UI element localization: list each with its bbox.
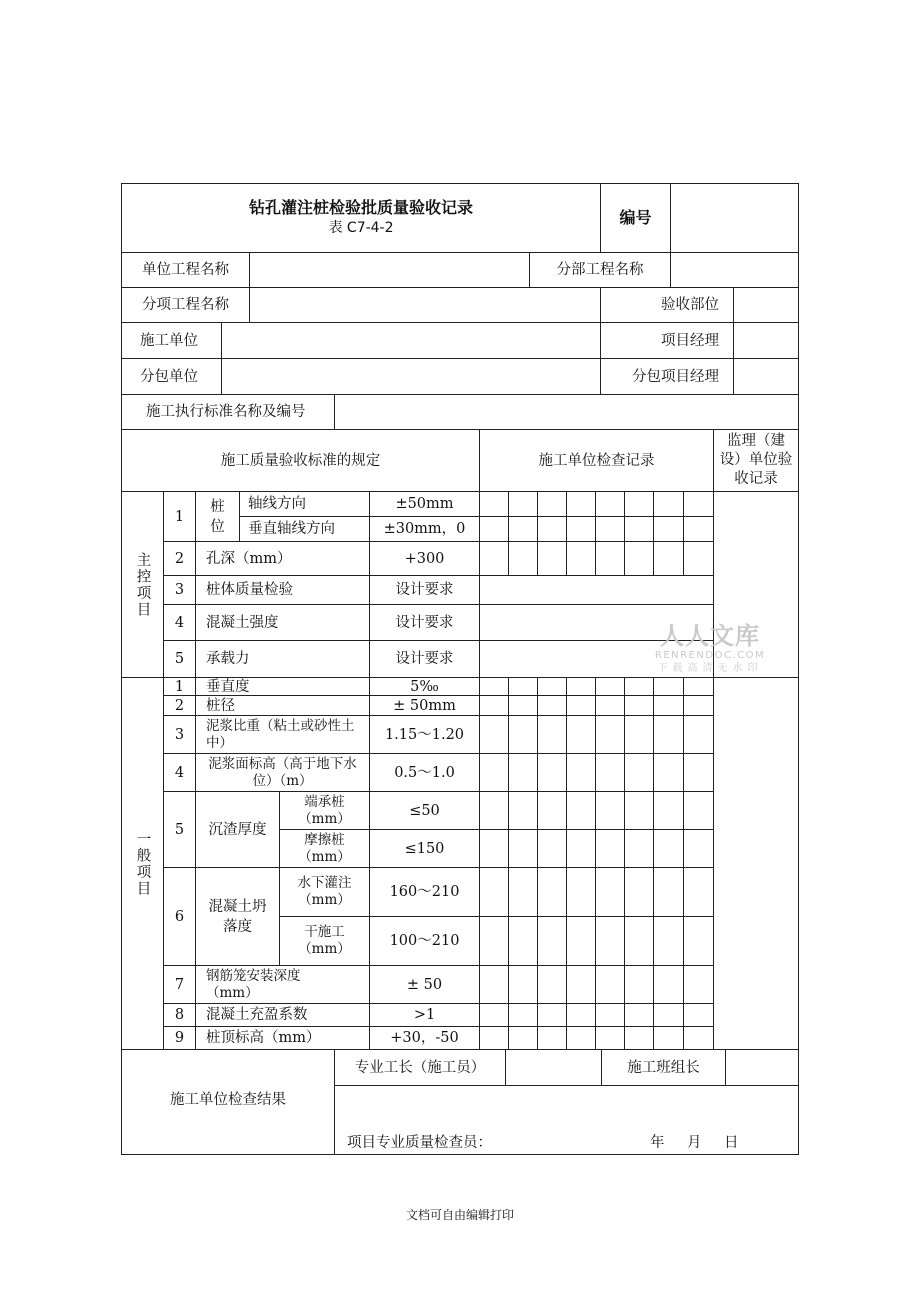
- check-cell[interactable]: [625, 716, 654, 754]
- check-cell[interactable]: [684, 716, 714, 754]
- main-item-3-no: 3: [164, 576, 196, 605]
- general-item-8-std: >1: [370, 1004, 480, 1027]
- check-cell[interactable]: [567, 754, 596, 792]
- form-title: 钻孔灌注桩检验批质量验收记录: [248, 198, 473, 217]
- check-cell[interactable]: [538, 1027, 567, 1050]
- general-item-4-std: 0.5～1.0: [370, 754, 480, 792]
- check-cell[interactable]: [567, 492, 596, 517]
- check-record-column-header: 施工单位检查记录: [480, 430, 714, 492]
- check-cell[interactable]: [625, 1027, 654, 1050]
- check-cell[interactable]: [567, 696, 596, 716]
- general-item-5b-std: ≤150: [370, 830, 480, 868]
- check-cell[interactable]: [480, 917, 509, 966]
- check-cell[interactable]: [654, 1027, 684, 1050]
- check-cell[interactable]: [654, 754, 684, 792]
- check-cell[interactable]: [567, 716, 596, 754]
- construction-unit-value[interactable]: [222, 323, 601, 359]
- general-item-7-std: ± 50: [370, 966, 480, 1004]
- check-cell[interactable]: [509, 542, 538, 576]
- check-cell[interactable]: [654, 966, 684, 1004]
- check-cell[interactable]: [538, 542, 567, 576]
- watermark-tagline: 下载高清无水印: [657, 663, 763, 674]
- check-cell[interactable]: [480, 966, 509, 1004]
- general-item-8-name: 混凝土充盈系数: [196, 1004, 370, 1027]
- check-cell[interactable]: [509, 1027, 538, 1050]
- check-cell[interactable]: [538, 917, 567, 966]
- check-cell[interactable]: [684, 917, 714, 966]
- check-cell[interactable]: [538, 716, 567, 754]
- check-cell[interactable]: [654, 1004, 684, 1027]
- general-item-5b-sub: 摩擦桩（mm）: [280, 830, 370, 868]
- check-cell[interactable]: [684, 966, 714, 1004]
- general-label: 一般项目: [122, 678, 164, 1050]
- check-cell[interactable]: [538, 678, 567, 696]
- sub-pm-value[interactable]: [734, 359, 798, 395]
- general-item-5a-sub: 端承桩（mm）: [280, 792, 370, 830]
- check-cell[interactable]: [509, 492, 538, 517]
- general-supervision-record[interactable]: [714, 678, 798, 1050]
- form-code: 表 C7-4-2: [328, 220, 394, 236]
- check-cell[interactable]: [596, 542, 625, 576]
- main-item-2-name: 孔深（mm）: [196, 542, 370, 576]
- check-cell[interactable]: [625, 696, 654, 716]
- check-cell[interactable]: [567, 678, 596, 696]
- check-cell[interactable]: [567, 1004, 596, 1027]
- general-item-7-no: 7: [164, 966, 196, 1004]
- main-item-2-no: 2: [164, 542, 196, 576]
- check-cell[interactable]: [509, 830, 538, 868]
- check-cell[interactable]: [509, 792, 538, 830]
- check-cell[interactable]: [654, 830, 684, 868]
- acceptance-part-label: 验收部位: [601, 288, 734, 323]
- general-item-6a-sub: 水下灌注（mm）: [280, 868, 370, 917]
- subcontractor-label: 分包单位: [122, 359, 222, 395]
- check-cell[interactable]: [509, 696, 538, 716]
- check-cell[interactable]: [567, 868, 596, 917]
- unit-project-label: 单位工程名称: [122, 253, 250, 288]
- check-cell[interactable]: [625, 792, 654, 830]
- check-cell[interactable]: [480, 678, 509, 696]
- general-item-3-std: 1.15～1.20: [370, 716, 480, 754]
- general-item-9-name: 桩顶标高（mm）: [196, 1027, 370, 1050]
- check-cell[interactable]: [480, 696, 509, 716]
- general-item-3-no: 3: [164, 716, 196, 754]
- check-cell[interactable]: [567, 830, 596, 868]
- check-cell[interactable]: [538, 830, 567, 868]
- main-item-1-no: 1: [164, 492, 196, 542]
- general-item-1-std: 5‰: [370, 678, 480, 696]
- check-cell[interactable]: [654, 542, 684, 576]
- main-item-1-name: 桩位: [196, 492, 240, 542]
- check-cell[interactable]: [509, 1004, 538, 1027]
- check-cell[interactable]: [654, 716, 684, 754]
- check-cell[interactable]: [625, 542, 654, 576]
- check-cell[interactable]: [596, 868, 625, 917]
- check-cell[interactable]: [480, 1027, 509, 1050]
- check-cell[interactable]: [684, 542, 714, 576]
- main-item-1b-std: ±30mm，0: [370, 517, 480, 542]
- general-item-5-name: 沉渣厚度: [196, 792, 280, 868]
- check-cell[interactable]: [480, 868, 509, 917]
- check-cell[interactable]: [596, 792, 625, 830]
- check-cell[interactable]: [538, 1004, 567, 1027]
- check-cell[interactable]: [480, 754, 509, 792]
- check-cell[interactable]: [654, 917, 684, 966]
- check-cell[interactable]: [654, 792, 684, 830]
- check-cell[interactable]: [480, 492, 509, 517]
- check-cell[interactable]: [684, 492, 714, 517]
- check-cell[interactable]: [654, 678, 684, 696]
- check-cell[interactable]: [625, 517, 654, 542]
- check-cell[interactable]: [654, 868, 684, 917]
- standard-value[interactable]: [335, 395, 798, 430]
- check-cell[interactable]: [538, 517, 567, 542]
- check-cell[interactable]: [596, 830, 625, 868]
- check-cell[interactable]: [684, 696, 714, 716]
- main-item-4-no: 4: [164, 605, 196, 641]
- check-cell[interactable]: [684, 754, 714, 792]
- division-label: 分部工程名称: [530, 253, 671, 288]
- general-item-5-no: 5: [164, 792, 196, 868]
- check-cell[interactable]: [596, 678, 625, 696]
- general-item-2-no: 2: [164, 696, 196, 716]
- main-item-2-std: +300: [370, 542, 480, 576]
- check-cell[interactable]: [480, 542, 509, 576]
- check-cell[interactable]: [596, 716, 625, 754]
- general-item-1-no: 1: [164, 678, 196, 696]
- main-item-5-no: 5: [164, 641, 196, 678]
- form-title-cell: [122, 184, 601, 253]
- general-item-6a-std: 160～210: [370, 868, 480, 917]
- main-item-3-name: 桩体质量检验: [196, 576, 370, 605]
- check-cell[interactable]: [567, 966, 596, 1004]
- check-cell[interactable]: [684, 1004, 714, 1027]
- team-leader-label: 施工班组长: [602, 1050, 726, 1086]
- main-item-1a-std: ±50mm: [370, 492, 480, 517]
- main-item-1b-sub: 垂直轴线方向: [240, 517, 370, 542]
- footer-note: 文档可自由编辑打印: [405, 1208, 514, 1222]
- main-item-3-std: 设计要求: [370, 576, 480, 605]
- foreman-label: 专业工长（施工员）: [335, 1050, 506, 1086]
- check-cell[interactable]: [538, 754, 567, 792]
- check-cell[interactable]: [596, 696, 625, 716]
- main-item-4-std: 设计要求: [370, 605, 480, 641]
- inspector-label: 项目专业质量检查员：: [347, 1135, 492, 1151]
- main-item-5-name: 承载力: [196, 641, 370, 678]
- check-cell[interactable]: [654, 492, 684, 517]
- standard-label: 施工执行标准名称及编号: [122, 395, 335, 430]
- main-control-label: 主控项目: [122, 492, 164, 678]
- check-cell[interactable]: [509, 517, 538, 542]
- check-cell[interactable]: [596, 1004, 625, 1027]
- check-cell[interactable]: [567, 792, 596, 830]
- general-item-6-no: 6: [164, 868, 196, 966]
- general-item-4-no: 4: [164, 754, 196, 792]
- check-cell[interactable]: [538, 868, 567, 917]
- sub-pm-label: 分包项目经理: [601, 359, 734, 395]
- general-item-8-no: 8: [164, 1004, 196, 1027]
- number-label: 编号: [601, 184, 671, 253]
- check-cell[interactable]: [625, 868, 654, 917]
- check-cell[interactable]: [596, 917, 625, 966]
- general-item-1-name: 垂直度: [196, 678, 370, 696]
- check-cell[interactable]: [684, 792, 714, 830]
- check-cell[interactable]: [567, 517, 596, 542]
- check-cell[interactable]: [538, 792, 567, 830]
- foreman-value[interactable]: [506, 1050, 602, 1086]
- check-cell[interactable]: [625, 966, 654, 1004]
- unit-project-value[interactable]: [250, 253, 530, 288]
- check-cell[interactable]: [480, 792, 509, 830]
- check-cell[interactable]: [684, 868, 714, 917]
- main-item-1a-sub: 轴线方向: [240, 492, 370, 517]
- result-sign-area[interactable]: [335, 1086, 798, 1154]
- check-cell[interactable]: [480, 517, 509, 542]
- check-cell[interactable]: [596, 517, 625, 542]
- check-cell[interactable]: [509, 754, 538, 792]
- check-cell[interactable]: [684, 830, 714, 868]
- check-cell[interactable]: [625, 754, 654, 792]
- check-cell[interactable]: [480, 1004, 509, 1027]
- main-item-3-record[interactable]: [480, 576, 714, 605]
- general-item-4-name: 泥浆面标高（高于地下水位）（m）: [196, 754, 370, 792]
- subitem-value[interactable]: [250, 288, 601, 323]
- watermark-brand: 人人文库: [660, 622, 760, 650]
- team-leader-value[interactable]: [726, 1050, 798, 1086]
- check-cell[interactable]: [480, 716, 509, 754]
- acceptance-part-value[interactable]: [734, 288, 798, 323]
- check-cell[interactable]: [538, 492, 567, 517]
- general-item-3-name: 泥浆比重（粘土或砂性土中）: [196, 716, 370, 754]
- check-cell[interactable]: [596, 754, 625, 792]
- date-label: 年 月 日: [650, 1135, 743, 1151]
- check-cell[interactable]: [567, 1027, 596, 1050]
- general-item-7-name: 钢筋笼安装深度（mm）: [196, 966, 370, 1004]
- check-cell[interactable]: [625, 917, 654, 966]
- check-cell[interactable]: [596, 492, 625, 517]
- watermark: [645, 622, 775, 675]
- supervision-column-header: 监理（建设）单位验收记录: [714, 430, 798, 492]
- general-item-2-name: 桩径: [196, 696, 370, 716]
- general-item-5a-std: ≤50: [370, 792, 480, 830]
- check-cell[interactable]: [509, 868, 538, 917]
- check-cell[interactable]: [684, 678, 714, 696]
- spec-column-header: 施工质量验收标准的规定: [122, 430, 480, 492]
- check-cell[interactable]: [509, 917, 538, 966]
- main-item-5-std: 设计要求: [370, 641, 480, 678]
- general-item-9-std: +30，-50: [370, 1027, 480, 1050]
- check-cell[interactable]: [567, 542, 596, 576]
- general-item-2-std: ± 50mm: [370, 696, 480, 716]
- general-item-6b-std: 100～210: [370, 917, 480, 966]
- result-label: 施工单位检查结果: [122, 1050, 335, 1154]
- check-cell[interactable]: [625, 492, 654, 517]
- check-cell[interactable]: [509, 678, 538, 696]
- general-item-6-name: 混凝土坍落度: [196, 868, 280, 966]
- check-cell[interactable]: [684, 1027, 714, 1050]
- main-item-4-name: 混凝土强度: [196, 605, 370, 641]
- general-item-6b-sub: 干施工（mm）: [280, 917, 370, 966]
- check-cell[interactable]: [567, 917, 596, 966]
- construction-unit-label: 施工单位: [122, 323, 222, 359]
- check-cell[interactable]: [509, 966, 538, 1004]
- project-manager-label: 项目经理: [601, 323, 734, 359]
- division-value[interactable]: [671, 253, 798, 288]
- subcontractor-value[interactable]: [222, 359, 601, 395]
- check-cell[interactable]: [509, 716, 538, 754]
- check-cell[interactable]: [538, 696, 567, 716]
- check-cell[interactable]: [480, 830, 509, 868]
- check-cell[interactable]: [625, 1004, 654, 1027]
- number-value[interactable]: [671, 184, 798, 253]
- check-cell[interactable]: [625, 678, 654, 696]
- check-cell[interactable]: [684, 517, 714, 542]
- subitem-label: 分项工程名称: [122, 288, 250, 323]
- check-cell[interactable]: [596, 966, 625, 1004]
- check-cell[interactable]: [654, 517, 684, 542]
- watermark-domain: RENRENDOC.COM: [654, 650, 766, 661]
- project-manager-value[interactable]: [734, 323, 798, 359]
- check-cell[interactable]: [596, 1027, 625, 1050]
- check-cell[interactable]: [538, 966, 567, 1004]
- check-cell[interactable]: [654, 696, 684, 716]
- check-cell[interactable]: [625, 830, 654, 868]
- general-item-9-no: 9: [164, 1027, 196, 1050]
